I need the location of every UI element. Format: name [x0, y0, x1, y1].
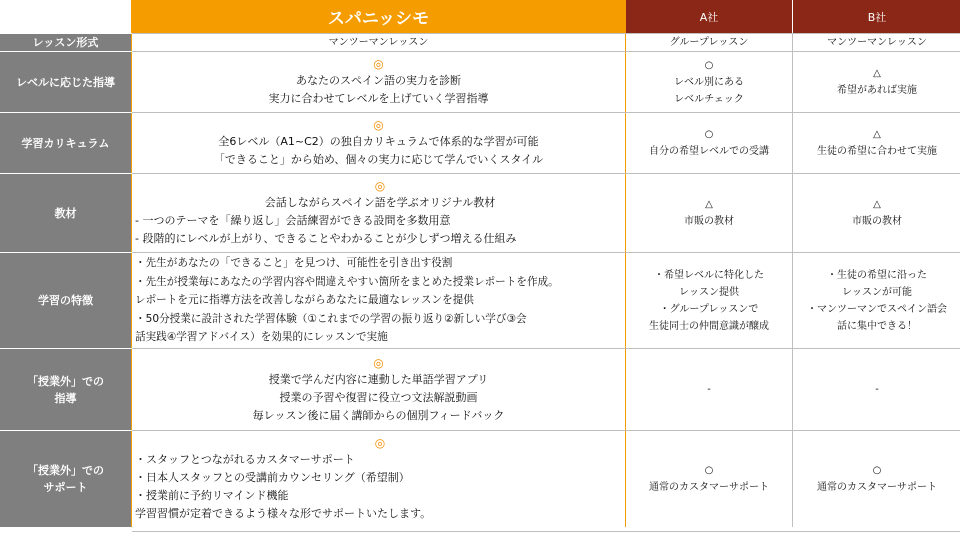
- header-blank: [0, 0, 131, 33]
- cell-line: ・生徒の希望に沿った: [827, 269, 927, 281]
- circle-icon: ○: [704, 465, 714, 476]
- cell-line: -: [707, 384, 711, 395]
- cell-b-outside-support: [793, 431, 960, 527]
- circle-icon: ○: [872, 465, 882, 476]
- row-label-level-guidance: [0, 52, 131, 112]
- row-label-outside-guidance: [0, 349, 131, 430]
- cell-line: - 一つのテーマを「繰り返し」会話練習ができる設問を多数用意: [135, 214, 451, 227]
- circle-icon: ○: [704, 129, 714, 140]
- cell-line: レポートを元に指導方法を改善しながらあなたに最適なレッスンを提供: [135, 294, 474, 307]
- cell-line: ・スタッフとつながれるカスタマーサポート: [135, 453, 355, 466]
- cell-line: ・授業前に予約リマインド機能: [135, 489, 289, 502]
- cell-line: 話に集中できる！: [837, 320, 917, 332]
- cell-line: 実力に合わせてレベルを上げていく学習指導: [268, 92, 489, 105]
- cell-line: レッスン提供: [679, 286, 739, 298]
- row-label-line: 学習カリキュラム: [21, 136, 110, 150]
- double-circle-icon: ◎: [373, 57, 384, 71]
- cell-line: 会話しながらスペイン語を学ぶオリジナル教材: [264, 196, 496, 209]
- row-label-line: レベルに応じた指導: [16, 75, 115, 89]
- double-circle-icon: ◎: [374, 179, 386, 193]
- row-label-lesson-format: [0, 34, 131, 51]
- cell-line: 自分の希望レベルでの受講: [649, 146, 769, 157]
- cell-line: 毎レッスン後に届く講師からの個別フィードバック: [252, 408, 505, 422]
- cell-line: 授業で学んだ内容に連動した単語学習アプリ: [268, 372, 489, 386]
- row-label-curriculum: [0, 113, 131, 173]
- cell-main-materials: [132, 174, 625, 252]
- cell-line: 生徒の希望に合わせて実施: [817, 146, 937, 157]
- cell-line: マンツーマンレッスン: [827, 37, 927, 48]
- triangle-icon: △: [705, 199, 713, 210]
- cell-b-lesson-format: [793, 34, 960, 51]
- cell-line: ・先生があなたの「できること」を見つけ、可能性を引き出す役割: [135, 257, 453, 270]
- row-label-line: 「授業外」での: [27, 464, 104, 477]
- triangle-icon: △: [873, 68, 881, 79]
- cell-line: ・グループレッスンで: [659, 303, 759, 315]
- cell-main-level-guidance: [132, 52, 625, 112]
- cell-line: - 段階的にレベルが上がり、できることやわかることが少しずつ増える仕組み: [135, 232, 517, 245]
- header-company-b-label: B社: [867, 10, 887, 24]
- row-label-line: 学習の特徴: [38, 294, 93, 307]
- cell-line: レベル別にある: [674, 76, 744, 88]
- cell-a-outside-guidance: [626, 349, 792, 430]
- cell-b-outside-guidance: [793, 349, 960, 430]
- cell-line: 話実践④学習アドバイス）を効果的にレッスンで実施: [135, 331, 388, 344]
- header-company-a-label: A社: [699, 10, 719, 24]
- cell-main-outside-support: [132, 431, 625, 527]
- triangle-icon: △: [873, 129, 881, 140]
- double-circle-icon: ◎: [373, 118, 384, 132]
- cell-line: 「できること」から始め、個々の実力に応じて学んでいくスタイル: [213, 153, 544, 166]
- cell-line: 学習習慣が定着できるよう様々な形でサポートいたします。: [135, 507, 432, 520]
- row-label-materials: [0, 174, 131, 252]
- row-label-line: サポート: [43, 481, 88, 494]
- cell-line: レッスンが可能: [842, 286, 912, 298]
- row-label-line: 指導: [54, 391, 77, 405]
- header-company-b: [793, 0, 960, 33]
- cell-b-level-guidance: [793, 52, 960, 112]
- header-company-a: [626, 0, 792, 33]
- cell-line: ・50分授業に設計された学習体験（①これまでの学習の振り返り②新しい学び③会: [135, 312, 527, 325]
- cell-line: 全6レベル（A1~C2）の独自カリキュラムで体系的な学習が可能: [218, 135, 539, 148]
- cell-a-lesson-format: [626, 34, 792, 51]
- cell-line: グループレッスン: [669, 37, 749, 48]
- cell-b-curriculum: [793, 113, 960, 173]
- cell-a-features: [626, 253, 792, 348]
- circle-icon: ○: [704, 59, 714, 71]
- cell-main-curriculum: [132, 113, 625, 173]
- row-label-line: レッスン形式: [32, 36, 99, 49]
- triangle-icon: △: [873, 199, 881, 210]
- row-label-outside-support: [0, 431, 131, 527]
- row-label-line: 「授業外」での: [27, 374, 104, 388]
- cell-a-level-guidance: [626, 52, 792, 112]
- cell-line: マンツーマンレッスン: [328, 37, 429, 48]
- cell-main-features: [132, 253, 625, 348]
- cell-line: 通常のカスタマーサポート: [649, 482, 769, 493]
- cell-line: 授業の予習や復習に役立つ文法解説動画: [279, 390, 478, 404]
- cell-line: ・日本人スタッフとの受講前カウンセリング（希望制）: [135, 471, 410, 484]
- cell-line: あなたのスペイン語の実力を診断: [296, 74, 461, 87]
- cell-line: 生徒同士の仲間意識が醸成: [649, 320, 769, 332]
- cell-line: 市販の教材: [852, 216, 902, 227]
- cell-a-outside-support: [626, 431, 792, 527]
- double-circle-icon: ◎: [374, 436, 386, 450]
- cell-line: ・マンツーマンでスペイン語会: [807, 303, 947, 315]
- cell-line: 通常のカスタマーサポート: [817, 482, 937, 493]
- table-bottom-border: [132, 531, 960, 532]
- cell-main-outside-guidance: [132, 349, 625, 430]
- cell-a-curriculum: [626, 113, 792, 173]
- row-label-features: [0, 253, 131, 348]
- double-circle-icon: ◎: [373, 355, 384, 370]
- cell-line: レベルチェック: [674, 93, 744, 105]
- cell-b-features: [793, 253, 960, 348]
- cell-line: ・先生が授業毎にあなたの学習内容や間違えやすい箇所をまとめた授業レポートを作成。: [135, 275, 559, 288]
- cell-line: 市販の教材: [684, 216, 734, 227]
- cell-a-materials: [626, 174, 792, 252]
- row-label-line: 教材: [54, 206, 77, 220]
- cell-b-materials: [793, 174, 960, 252]
- cell-line: 希望があれば実施: [837, 85, 917, 96]
- cell-main-lesson-format: [132, 34, 625, 51]
- cell-line: ・希望レベルに特化した: [654, 269, 764, 281]
- header-spanishimo-label: スパニッシモ: [327, 9, 430, 29]
- header-spanishimo: [132, 0, 625, 33]
- cell-line: -: [875, 384, 879, 395]
